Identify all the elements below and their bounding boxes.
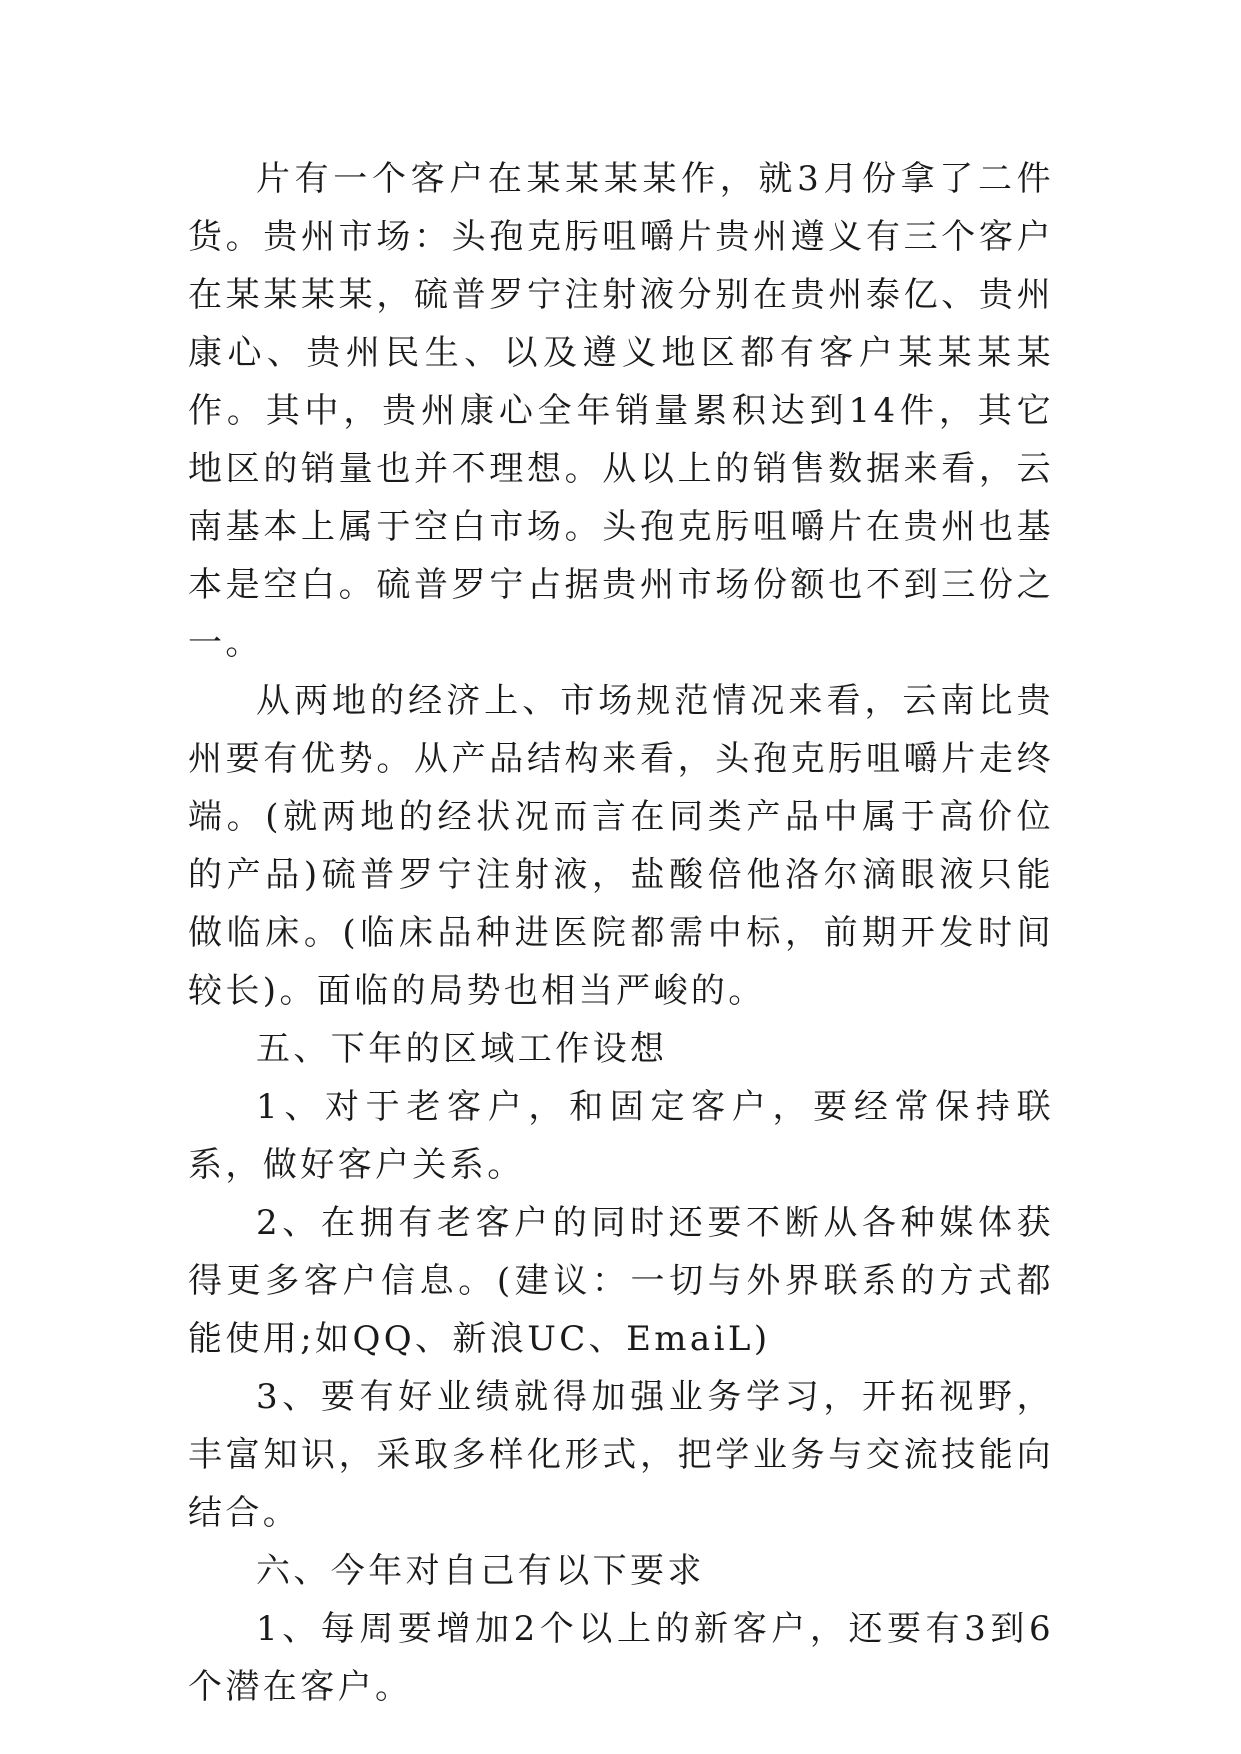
document-body (188, 150, 1054, 1716)
section-heading-work-plan: 五、下年的区域工作设想 (256, 1029, 668, 1069)
list-item-requirement-1: 1、每周要增加2个以上的新客户，还要有3到6个潜在客户。 (188, 1609, 1054, 1707)
paragraph-regional-comparison: 从两地的经济上、市场规范情况来看，云南比贵州要有优势。从产品结构来看，头孢克肟咀嚼片走终端。(就两地的经状况而言在同类产品中属于高价位的产品)硫普罗宁注射液，盐酸倍他洛尔滴眼液只能做临床。(临床品种进医院都需中标，前期开发时间较长)。面临的局势也相当严峻的。 (188, 681, 1054, 1011)
list-item-plan-3: 3、要有好业绩就得加强业务学习，开拓视野，丰富知识，采取多样化形式，把学业务与交流技能向结合。 (188, 1377, 1054, 1533)
section-heading-self-requirements: 六、今年对自己有以下要求 (256, 1551, 705, 1591)
paragraph-market-overview: 片有一个客户在某某某某作，就3月份拿了二件货。贵州市场：头孢克肟咀嚼片贵州遵义有三个客户在某某某某，硫普罗宁注射液分别在贵州泰亿、贵州康心、贵州民生、以及遵义地区都有客户某某某某作。其中，贵州康心全年销量累积达到14件，其它地区的销量也并不理想。从以上的销售数据来看，云南基本上属于空白市场。头孢克肟咀嚼片在贵州也基本是空白。硫普罗宁占据贵州市场份额也不到三份之一。 (188, 159, 1054, 663)
list-item-plan-2: 2、在拥有老客户的同时还要不断从各种媒体获得更多客户信息。(建议：一切与外界联系的方式都能使用;如QQ、新浪UC、EmaiL) (188, 1203, 1054, 1359)
list-item-plan-1: 1、对于老客户，和固定客户，要经常保持联系，做好客户关系。 (188, 1087, 1054, 1185)
